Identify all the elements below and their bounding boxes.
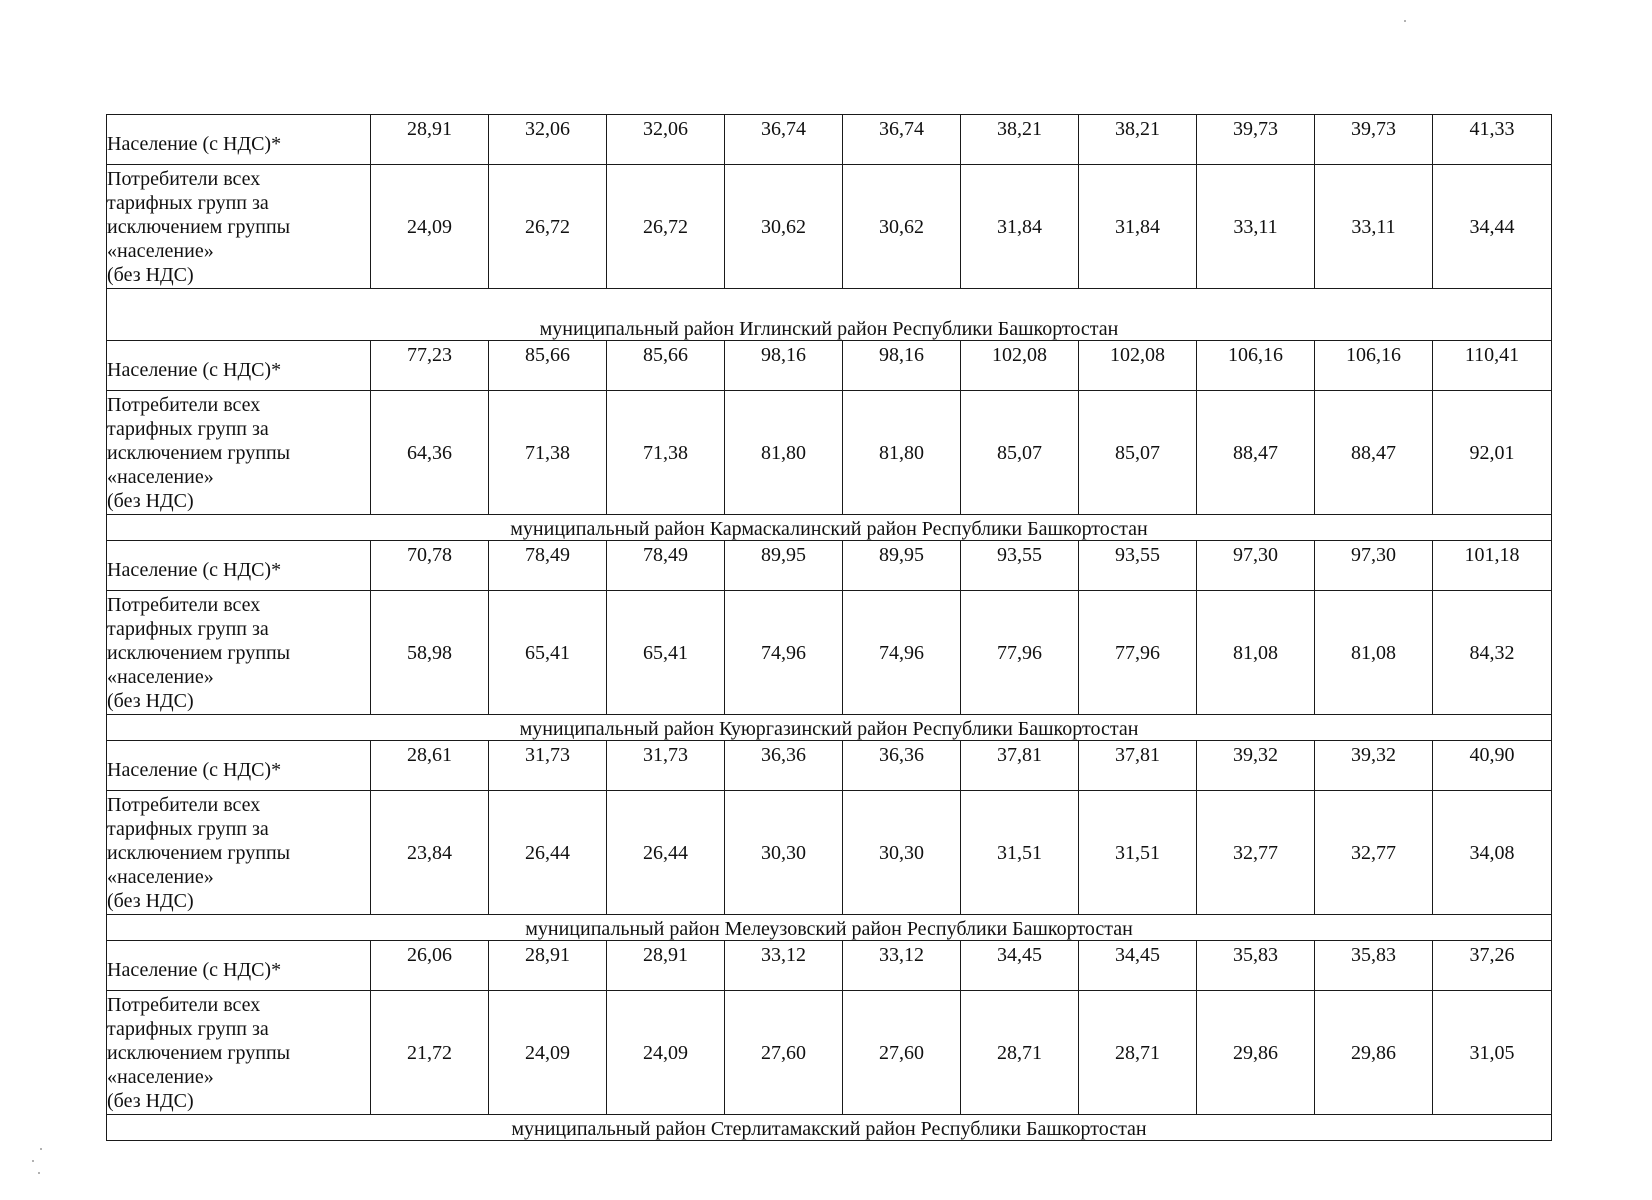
tariff-value-cell: 39,73 xyxy=(1197,115,1315,165)
tariff-value-cell: 78,49 xyxy=(607,541,725,591)
tariff-value-cell: 85,07 xyxy=(961,391,1079,515)
tariff-value-cell: 31,05 xyxy=(1433,991,1552,1115)
tariff-value-cell: 93,55 xyxy=(1079,541,1197,591)
tariff-value-cell: 37,81 xyxy=(961,741,1079,791)
tariff-value-cell: 39,73 xyxy=(1315,115,1433,165)
population-row xyxy=(107,941,1552,991)
tariff-value-cell: 37,81 xyxy=(1079,741,1197,791)
tariff-value-cell: 24,09 xyxy=(489,991,607,1115)
tariff-value-cell: 85,07 xyxy=(1079,391,1197,515)
row-label-line: «население» xyxy=(107,666,214,688)
row-label xyxy=(107,115,371,165)
district-title: муниципальный район Мелеузовский район Республики Башкортостан xyxy=(107,915,1552,941)
tariff-value-cell: 36,74 xyxy=(843,115,961,165)
row-label xyxy=(107,391,371,515)
row-label-line: исключением группы xyxy=(107,642,291,664)
tariff-value-cell: 38,21 xyxy=(961,115,1079,165)
tariff-value-cell: 26,44 xyxy=(489,791,607,915)
row-label-line: исключением группы xyxy=(107,216,291,238)
row-label-line: Население (с НДС)* xyxy=(107,359,282,381)
row-label-line: Потребители всех xyxy=(107,168,261,190)
tariff-value-cell: 28,91 xyxy=(371,115,489,165)
scan-speck xyxy=(40,1148,42,1150)
tariff-table xyxy=(106,114,1552,1141)
row-label-line: «население» xyxy=(107,1066,214,1088)
tariff-value-cell: 28,91 xyxy=(607,941,725,991)
tariff-value-cell: 29,86 xyxy=(1197,991,1315,1115)
row-label-line: Население (с НДС)* xyxy=(107,133,282,155)
tariff-value-cell: 81,80 xyxy=(843,391,961,515)
tariff-value-cell: 31,84 xyxy=(1079,165,1197,289)
consumers-row xyxy=(107,591,1552,715)
tariff-value-cell: 41,33 xyxy=(1433,115,1552,165)
district-row xyxy=(107,715,1552,741)
tariff-value-cell: 64,36 xyxy=(371,391,489,515)
tariff-value-cell: 31,73 xyxy=(489,741,607,791)
scan-speck xyxy=(38,1172,40,1174)
tariff-value-cell: 97,30 xyxy=(1197,541,1315,591)
district-title: муниципальный район Стерлитамакский район Республики Башкортостан xyxy=(107,1115,1552,1141)
tariff-value-cell: 102,08 xyxy=(961,341,1079,391)
district-row xyxy=(107,1115,1552,1141)
consumers-row xyxy=(107,991,1552,1115)
row-label xyxy=(107,941,371,991)
population-row xyxy=(107,541,1552,591)
consumers-row xyxy=(107,791,1552,915)
row-label xyxy=(107,591,371,715)
district-title: муниципальный район Куюргазинский район Республики Башкортостан xyxy=(107,715,1552,741)
tariff-value-cell: 39,32 xyxy=(1197,741,1315,791)
tariff-value-cell: 36,74 xyxy=(725,115,843,165)
tariff-value-cell: 27,60 xyxy=(725,991,843,1115)
tariff-value-cell: 30,62 xyxy=(725,165,843,289)
row-label-line: (без НДС) xyxy=(107,890,194,912)
row-label-line: «население» xyxy=(107,466,214,488)
tariff-value-cell: 88,47 xyxy=(1197,391,1315,515)
tariff-value-cell: 28,61 xyxy=(371,741,489,791)
tariff-value-cell: 88,47 xyxy=(1315,391,1433,515)
row-label-line: Потребители всех xyxy=(107,394,261,416)
tariff-value-cell: 71,38 xyxy=(489,391,607,515)
row-label-line: исключением группы xyxy=(107,1042,291,1064)
row-label-line: (без НДС) xyxy=(107,264,194,286)
district-title: муниципальный район Кармаскалинский район Республики Башкортостан xyxy=(107,515,1552,541)
tariff-value-cell: 32,77 xyxy=(1315,791,1433,915)
row-label-line: тарифных групп за xyxy=(107,1018,269,1040)
tariff-value-cell: 106,16 xyxy=(1197,341,1315,391)
tariff-value-cell: 33,12 xyxy=(843,941,961,991)
tariff-value-cell: 31,51 xyxy=(1079,791,1197,915)
row-label-line: тарифных групп за xyxy=(107,192,269,214)
tariff-value-cell: 37,26 xyxy=(1433,941,1552,991)
district-row xyxy=(107,515,1552,541)
tariff-value-cell: 110,41 xyxy=(1433,341,1552,391)
tariff-value-cell: 21,72 xyxy=(371,991,489,1115)
tariff-value-cell: 81,08 xyxy=(1197,591,1315,715)
scan-speck xyxy=(32,1160,34,1162)
district-row xyxy=(107,915,1552,941)
row-label-line: исключением группы xyxy=(107,842,291,864)
population-row xyxy=(107,341,1552,391)
tariff-value-cell: 26,72 xyxy=(607,165,725,289)
tariff-value-cell: 35,83 xyxy=(1315,941,1433,991)
tariff-value-cell: 38,21 xyxy=(1079,115,1197,165)
row-label-line: Потребители всех xyxy=(107,794,261,816)
table-body xyxy=(107,115,1552,1141)
row-label-line: исключением группы xyxy=(107,442,291,464)
tariff-value-cell: 74,96 xyxy=(843,591,961,715)
row-label xyxy=(107,165,371,289)
row-label-line: (без НДС) xyxy=(107,490,194,512)
tariff-value-cell: 36,36 xyxy=(843,741,961,791)
row-label xyxy=(107,741,371,791)
tariff-value-cell: 101,18 xyxy=(1433,541,1552,591)
scan-speck xyxy=(1404,20,1406,22)
tariff-value-cell: 34,44 xyxy=(1433,165,1552,289)
tariff-value-cell: 35,83 xyxy=(1197,941,1315,991)
tariff-value-cell: 77,96 xyxy=(1079,591,1197,715)
tariff-value-cell: 30,30 xyxy=(725,791,843,915)
tariff-value-cell: 34,45 xyxy=(1079,941,1197,991)
tariff-value-cell: 34,08 xyxy=(1433,791,1552,915)
tariff-value-cell: 28,71 xyxy=(961,991,1079,1115)
district-row xyxy=(107,289,1552,341)
row-label-line: тарифных групп за xyxy=(107,818,269,840)
consumers-row xyxy=(107,391,1552,515)
tariff-value-cell: 29,86 xyxy=(1315,991,1433,1115)
tariff-value-cell: 89,95 xyxy=(725,541,843,591)
tariff-value-cell: 31,84 xyxy=(961,165,1079,289)
row-label-line: (без НДС) xyxy=(107,1090,194,1112)
tariff-value-cell: 84,32 xyxy=(1433,591,1552,715)
tariff-value-cell: 70,78 xyxy=(371,541,489,591)
row-label-line: Потребители всех xyxy=(107,594,261,616)
tariff-value-cell: 34,45 xyxy=(961,941,1079,991)
district-title: муниципальный район Иглинский район Республики Башкортостан xyxy=(107,289,1552,341)
population-row xyxy=(107,741,1552,791)
tariff-value-cell: 81,08 xyxy=(1315,591,1433,715)
tariff-value-cell: 32,77 xyxy=(1197,791,1315,915)
tariff-value-cell: 98,16 xyxy=(725,341,843,391)
tariff-value-cell: 32,06 xyxy=(607,115,725,165)
population-row xyxy=(107,115,1552,165)
tariff-value-cell: 81,80 xyxy=(725,391,843,515)
tariff-value-cell: 32,06 xyxy=(489,115,607,165)
tariff-value-cell: 77,96 xyxy=(961,591,1079,715)
row-label-line: «население» xyxy=(107,240,214,262)
tariff-value-cell: 85,66 xyxy=(489,341,607,391)
row-label xyxy=(107,541,371,591)
tariff-value-cell: 33,11 xyxy=(1315,165,1433,289)
tariff-value-cell: 30,30 xyxy=(843,791,961,915)
tariff-value-cell: 24,09 xyxy=(371,165,489,289)
tariff-value-cell: 71,38 xyxy=(607,391,725,515)
row-label xyxy=(107,991,371,1115)
tariff-value-cell: 89,95 xyxy=(843,541,961,591)
tariff-value-cell: 28,91 xyxy=(489,941,607,991)
row-label xyxy=(107,791,371,915)
row-label-line: тарифных групп за xyxy=(107,618,269,640)
tariff-value-cell: 65,41 xyxy=(489,591,607,715)
tariff-value-cell: 65,41 xyxy=(607,591,725,715)
tariff-value-cell: 26,06 xyxy=(371,941,489,991)
tariff-value-cell: 74,96 xyxy=(725,591,843,715)
row-label-line: Население (с НДС)* xyxy=(107,959,282,981)
row-label-line: тарифных групп за xyxy=(107,418,269,440)
tariff-value-cell: 36,36 xyxy=(725,741,843,791)
tariff-value-cell: 58,98 xyxy=(371,591,489,715)
tariff-value-cell: 40,90 xyxy=(1433,741,1552,791)
tariff-value-cell: 24,09 xyxy=(607,991,725,1115)
tariff-value-cell: 106,16 xyxy=(1315,341,1433,391)
tariff-value-cell: 28,71 xyxy=(1079,991,1197,1115)
tariff-value-cell: 92,01 xyxy=(1433,391,1552,515)
tariff-value-cell: 31,73 xyxy=(607,741,725,791)
tariff-value-cell: 102,08 xyxy=(1079,341,1197,391)
tariff-value-cell: 27,60 xyxy=(843,991,961,1115)
row-label xyxy=(107,341,371,391)
tariff-value-cell: 93,55 xyxy=(961,541,1079,591)
row-label-line: Население (с НДС)* xyxy=(107,559,282,581)
row-label-line: Население (с НДС)* xyxy=(107,759,282,781)
tariff-value-cell: 33,12 xyxy=(725,941,843,991)
tariff-value-cell: 23,84 xyxy=(371,791,489,915)
tariff-value-cell: 33,11 xyxy=(1197,165,1315,289)
row-label-line: Потребители всех xyxy=(107,994,261,1016)
tariff-value-cell: 77,23 xyxy=(371,341,489,391)
row-label-line: (без НДС) xyxy=(107,690,194,712)
consumers-row xyxy=(107,165,1552,289)
tariff-value-cell: 39,32 xyxy=(1315,741,1433,791)
tariff-value-cell: 26,72 xyxy=(489,165,607,289)
tariff-value-cell: 78,49 xyxy=(489,541,607,591)
tariff-value-cell: 26,44 xyxy=(607,791,725,915)
tariff-value-cell: 30,62 xyxy=(843,165,961,289)
tariff-value-cell: 98,16 xyxy=(843,341,961,391)
tariff-value-cell: 85,66 xyxy=(607,341,725,391)
tariff-value-cell: 97,30 xyxy=(1315,541,1433,591)
tariff-value-cell: 31,51 xyxy=(961,791,1079,915)
row-label-line: «население» xyxy=(107,866,214,888)
